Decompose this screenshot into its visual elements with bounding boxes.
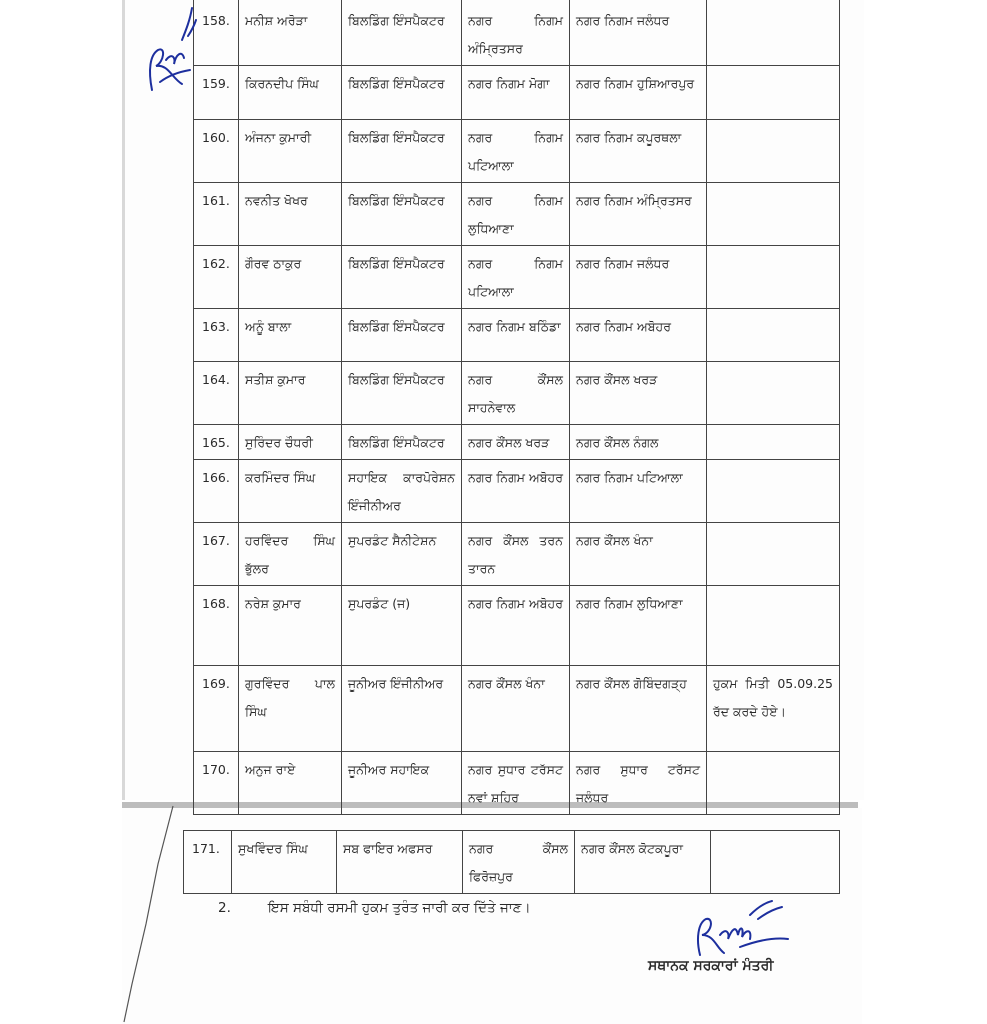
remarks xyxy=(707,362,840,425)
designation: ਬਿਲਡਿੰਗ ਇੰਸਪੈਕਟਰ xyxy=(342,246,462,309)
table-row xyxy=(194,362,840,425)
serial-number: 171. xyxy=(184,831,232,894)
serial-number: 166. xyxy=(194,460,239,523)
table-row xyxy=(194,66,840,120)
employee-name: ਅਨੂੰ ਬਾਲਾ xyxy=(239,309,342,362)
designation: ਜੂਨੀਅਰ ਸਹਾਇਕ xyxy=(342,752,462,815)
to-office: ਨਗਰ ਕੌਂਸਲ ਗੋਬਿੰਦਗੜ੍ਹ xyxy=(570,666,707,752)
remarks xyxy=(707,120,840,183)
employee-name: ਕਰਮਿੰਦਰ ਸਿੰਘ xyxy=(239,460,342,523)
table-row xyxy=(194,460,840,523)
serial-number: 162. xyxy=(194,246,239,309)
serial-number: 167. xyxy=(194,523,239,586)
to-office: ਨਗਰ ਕੌਂਸਲ ਕੋਟਕਪੂਰਾ xyxy=(575,831,711,894)
designation: ਸੁਪਰਡੰਟ (ਜ) xyxy=(342,586,462,666)
employee-name: ਗੌਰਵ ਠਾਕੁਰ xyxy=(239,246,342,309)
minister-designation: ਸਥਾਨਕ ਸਰਕਾਰਾਂ ਮੰਤਰੀ xyxy=(648,958,774,974)
employee-name: ਸਤੀਸ਼ ਕੁਮਾਰ xyxy=(239,362,342,425)
serial-number: 163. xyxy=(194,309,239,362)
serial-number: 161. xyxy=(194,183,239,246)
table-row xyxy=(194,752,840,815)
table-row xyxy=(194,523,840,586)
table-row xyxy=(194,586,840,666)
from-office: ਨਗਰ ਨਿਗਮ ਮੋਗਾ xyxy=(462,66,570,120)
signature-bottom xyxy=(680,895,800,975)
to-office: ਨਗਰ ਕੌਂਸਲ ਨੰਗਲ xyxy=(570,425,707,460)
to-office: ਨਗਰ ਨਿਗਮ ਅੰਮ੍ਰਿਤਸਰ xyxy=(570,183,707,246)
from-office: ਨਗਰ ਸੁਧਾਰ ਟਰੱਸਟ ਨਵਾਂ ਸ਼ਹਿਰ xyxy=(462,752,570,815)
designation: ਬਿਲਡਿੰਗ ਇੰਸਪੈਕਟਰ xyxy=(342,66,462,120)
remarks xyxy=(707,246,840,309)
designation: ਬਿਲਡਿੰਗ ਇੰਸਪੈਕਟਰ xyxy=(342,183,462,246)
designation: ਬਿਲਡਿੰਗ ਇੰਸਪੈਕਟਰ xyxy=(342,362,462,425)
serial-number: 165. xyxy=(194,425,239,460)
transfer-table-bottom xyxy=(183,830,840,894)
from-office: ਨਗਰ ਕੌਂਸਲ ਫਿਰੋਜ਼ਪੁਰ xyxy=(463,831,575,894)
remarks xyxy=(707,309,840,362)
remarks xyxy=(707,0,840,66)
remarks xyxy=(707,523,840,586)
from-office: ਨਗਰ ਨਿਗਮ ਪਟਿਆਲਾ xyxy=(462,246,570,309)
employee-name: ਗੁਰਵਿੰਦਰ ਪਾਲ ਸਿੰਘ xyxy=(239,666,342,752)
designation: ਜੂਨੀਅਰ ਇੰਜੀਨੀਅਰ xyxy=(342,666,462,752)
designation: ਬਿਲਡਿੰਗ ਇੰਸਪੈਕਟਰ xyxy=(342,0,462,66)
from-office: ਨਗਰ ਨਿਗਮ ਪਟਿਆਲਾ xyxy=(462,120,570,183)
table-row xyxy=(194,425,840,460)
serial-number: 169. xyxy=(194,666,239,752)
to-office: ਨਗਰ ਨਿਗਮ ਲੁਧਿਆਣਾ xyxy=(570,586,707,666)
table-row xyxy=(194,309,840,362)
table-row xyxy=(184,831,840,894)
page-edge xyxy=(122,0,125,800)
employee-name: ਨਵਨੀਤ ਖੋਖਰ xyxy=(239,183,342,246)
employee-name: ਕਿਰਨਦੀਪ ਸਿੰਘ xyxy=(239,66,342,120)
from-office: ਨਗਰ ਨਿਗਮ ਲੁਧਿਆਣਾ xyxy=(462,183,570,246)
from-office: ਨਗਰ ਕੌਂਸਲ ਖੰਨਾ xyxy=(462,666,570,752)
employee-name: ਹਰਵਿੰਦਰ ਸਿੰਘ ਭੁੱਲਰ xyxy=(239,523,342,586)
serial-number: 160. xyxy=(194,120,239,183)
employee-name: ਮਨੀਸ਼ ਅਰੋੜਾ xyxy=(239,0,342,66)
employee-name: ਅਨੁਜ ਰਾਏ xyxy=(239,752,342,815)
from-office: ਨਗਰ ਕੌਂਸਲ ਸਾਹਨੇਵਾਲ xyxy=(462,362,570,425)
to-office: ਨਗਰ ਨਿਗਮ ਪਟਿਆਲਾ xyxy=(570,460,707,523)
remarks xyxy=(707,183,840,246)
to-office: ਨਗਰ ਕੌਂਸਲ ਖੰਨਾ xyxy=(570,523,707,586)
employee-name: ਸੁਰਿੰਦਰ ਚੌਧਰੀ xyxy=(239,425,342,460)
table-row xyxy=(194,120,840,183)
signature-top xyxy=(142,0,202,95)
serial-number: 170. xyxy=(194,752,239,815)
employee-name: ਸੁਖਵਿੰਦਰ ਸਿੰਘ xyxy=(232,831,337,894)
from-office: ਨਗਰ ਕੌਂਸਲ ਖਰੜ xyxy=(462,425,570,460)
designation: ਬਿਲਡਿੰਗ ਇੰਸਪੈਕਟਰ xyxy=(342,309,462,362)
serial-number: 168. xyxy=(194,586,239,666)
table-row xyxy=(194,0,840,66)
paragraph-2 xyxy=(218,900,531,916)
serial-number: 164. xyxy=(194,362,239,425)
to-office: ਨਗਰ ਕੌਂਸਲ ਖਰੜ xyxy=(570,362,707,425)
paragraph-number: 2. xyxy=(218,900,231,916)
remarks xyxy=(707,425,840,460)
designation: ਬਿਲਡਿੰਗ ਇੰਸਪੈਕਟਰ xyxy=(342,120,462,183)
to-office: ਨਗਰ ਨਿਗਮ ਜਲੰਧਰ xyxy=(570,246,707,309)
transfer-table-top xyxy=(193,0,840,815)
designation: ਬਿਲਡਿੰਗ ਇੰਸਪੈਕਟਰ xyxy=(342,425,462,460)
employee-name: ਅੰਜਨਾ ਕੁਮਾਰੀ xyxy=(239,120,342,183)
designation: ਸਹਾਇਕ ਕਾਰਪੋਰੇਸ਼ਨ ਇੰਜੀਨੀਅਰ xyxy=(342,460,462,523)
to-office: ਨਗਰ ਨਿਗਮ ਕਪੂਰਥਲਾ xyxy=(570,120,707,183)
to-office: ਨਗਰ ਨਿਗਮ ਜਲੰਧਰ xyxy=(570,0,707,66)
designation: ਸਬ ਫਾਇਰ ਅਫਸਰ xyxy=(337,831,463,894)
table-row xyxy=(194,183,840,246)
from-office: ਨਗਰ ਨਿਗਮ ਅਬੋਹਰ xyxy=(462,460,570,523)
remarks xyxy=(707,460,840,523)
from-office: ਨਗਰ ਨਿਗਮ ਅੰਮ੍ਰਿਤਸਰ xyxy=(462,0,570,66)
remarks xyxy=(707,66,840,120)
from-office: ਨਗਰ ਨਿਗਮ ਬਠਿੰਡਾ xyxy=(462,309,570,362)
to-office: ਨਗਰ ਨਿਗਮ ਹੁਸ਼ਿਆਰਪੁਰ xyxy=(570,66,707,120)
table-row xyxy=(194,666,840,752)
serial-number: 158. xyxy=(194,0,239,66)
remarks: ਹੁਕਮ ਮਿਤੀ 05.09.25 ਰੱਦ ਕਰਦੇ ਹੋਏ। xyxy=(707,666,840,752)
paragraph-text: ਇਸ ਸਬੰਧੀ ਰਸਮੀ ਹੁਕਮ ਤੁਰੰਤ ਜਾਰੀ ਕਰ ਦਿੱਤੇ ਜਾਣ। xyxy=(268,900,531,916)
torn-edge-line xyxy=(118,804,178,1024)
serial-number: 159. xyxy=(194,66,239,120)
to-office: ਨਗਰ ਨਿਗਮ ਅਬੋਹਰ xyxy=(570,309,707,362)
table-row xyxy=(194,246,840,309)
from-office: ਨਗਰ ਕੌਂਸਲ ਤਰਨ ਤਾਰਨ xyxy=(462,523,570,586)
remarks xyxy=(711,831,840,894)
designation: ਸੁਪਰਡੰਟ ਸੈਨੀਟੇਸ਼ਨ xyxy=(342,523,462,586)
to-office: ਨਗਰ ਸੁਧਾਰ ਟਰੱਸਟ ਜਲੰਧਰ xyxy=(570,752,707,815)
from-office: ਨਗਰ ਨਿਗਮ ਅਬੋਹਰ xyxy=(462,586,570,666)
remarks xyxy=(707,752,840,815)
employee-name: ਨਰੇਸ਼ ਕੁਮਾਰ xyxy=(239,586,342,666)
remarks xyxy=(707,586,840,666)
